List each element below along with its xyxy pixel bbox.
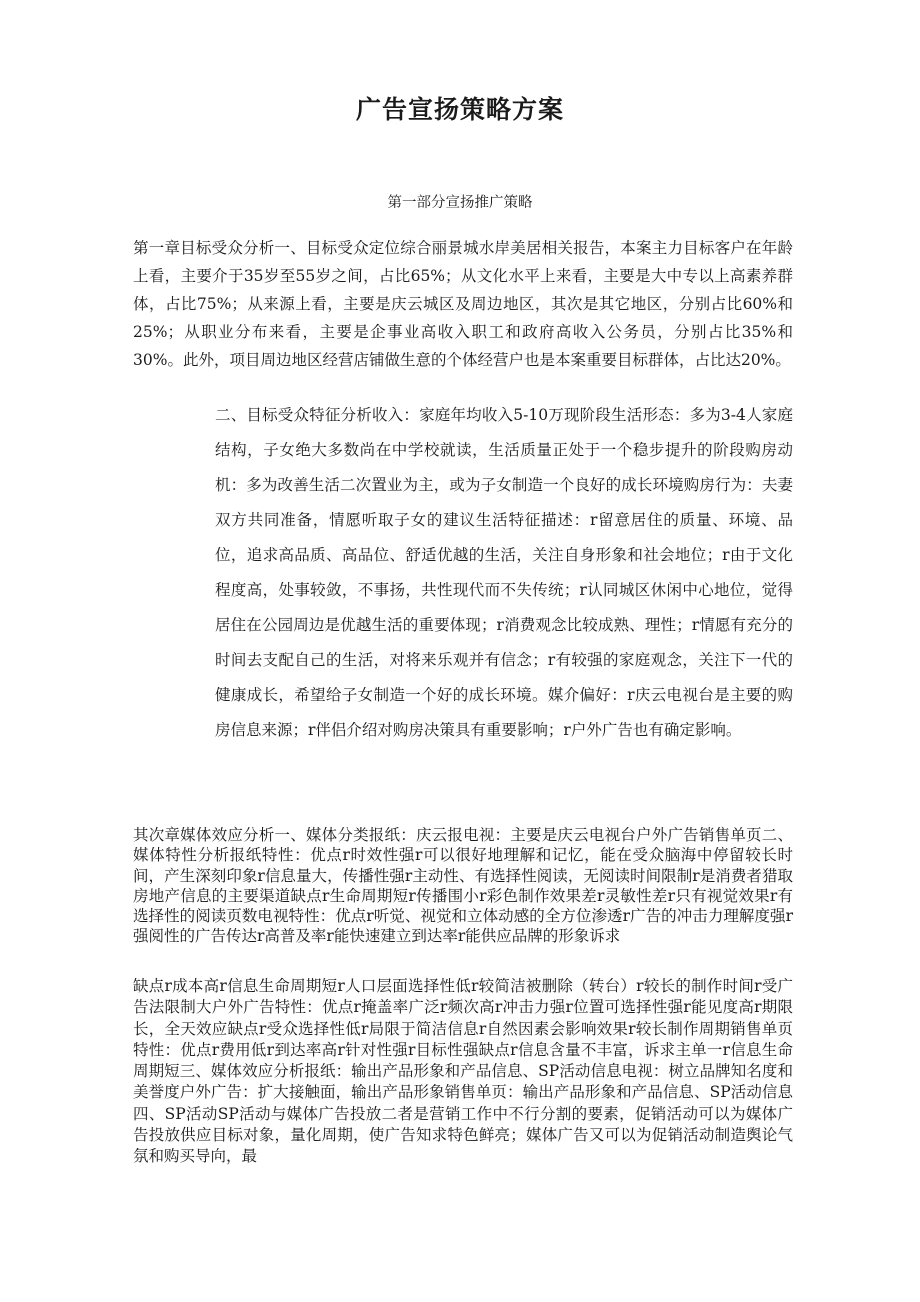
part-heading: 第一部分宣扬推广策略 [387,195,533,211]
paragraph-audience-features: 二、目标受众特征分析收入：家庭年均收入5-10万现阶段生活形态：多为3-4人家庭结构，子女绝大多数尚在中学校就读，生活质量正处于一个稳步提升的阶段购房动机：多为改善生活二次置业为主，或为子女制造一个良好的成长环境购房行为：夫妻双方共同准备，情愿听取子女的建议生活特征描述：r留意居住的质量、环境、品位，追求高品质、高品位、舒适优越的生活，关注自身形象和社会地位；r由于文化程度高，处事较敛，不事扬，共性现代而不失传统；r认同城区休闲中心地位，觉得居住在公园周边是优越生活的重要体现；r消费观念比较成熟、理性；r情愿有充分的时间去支配自己的生活，对将来乐观并有信念；r有较强的家庭观念，关注下一代的健康成长，希望给子女制造一个好的成长环境。媒介偏好：r庆云电视台是主要的购房信息来源；r伴侣介绍对购房决策具有重要影响；r户外广告也有确定影响。 [215,406,793,739]
document-title: 广告宣扬策略方案 [355,95,564,124]
paragraph-media-analysis: 其次章媒体效应分析一、媒体分类报纸：庆云报电视：主要是庆云电视台户外广告销售单页二、媒体特性分析报纸特性：优点r时效性强r可以很好地理解和记忆，能在受众脑海中停留较长时间，产生深刻印象r信息量大，传播性强r主动性、有选择性阅读，无阅读时间限制r是消费者猎取房地产信息的主要渠道缺点r生命周期短r传播围小r彩色制作效果差r灵敏性差r只有视觉效果r有选择性的阅读页数电视特性：优点r听觉、视觉和立体动感的全方位渗透r广告的冲击力理解度强r强阅性的广告传达r高普及率r能快速建立到达率r能供应品牌的形象诉求 [133,826,793,946]
paragraph-target-audience: 第一章目标受众分析一、目标受众定位综合丽景城水岸美居相关报告，本案主力目标客户在年龄上看，主要介于35岁至55岁之间，占比65%；从文化水平上来看，主要是大中专以上高素养群体，占比75%；从来源上看，主要是庆云城区及周边地区，其次是其它地区，分别占比60%和25%；从职业分布来看，主要是企事业高收入职工和政府高收入公务员，分别占比35%和30%。此外，项目周边地区经营店铺做生意的个体经营户也是本案重要目标群体，占比达20%。 [133,239,793,369]
paragraph-media-drawbacks: 缺点r成本高r信息生命周期短r人口层面选择性低r较简洁被删除（转台）r较长的制作时间r受广告法限制大户外广告特性：优点r掩盖率广泛r频次高r冲击力强r位置可选择性强r能见度高r期限长，全天效应缺点r受众选择性低r局限于简洁信息r自然因素会影响效果r较长制作周期销售单页特性：优点r费用低r到达率高r针对性强r目标性强缺点r信息含量不丰富，诉求主单一r信息生命周期短三、媒体效应分析报纸：输出产品形象和产品信息、SP活动信息电视：树立品牌知名度和美誉度户外广告：扩大接触面，输出产品形象销售单页：输出产品形象和产品信息、SP活动信息四、SP活动SP活动与媒体广告投放二者是营销工作中不行分割的要素，促销活动可以为媒体广告投放供应目标对象，量化周期，使广告知求特色鲜亮；媒体广告又可以为促销活动制造舆论气氛和购买导向，最 [133,977,793,1166]
